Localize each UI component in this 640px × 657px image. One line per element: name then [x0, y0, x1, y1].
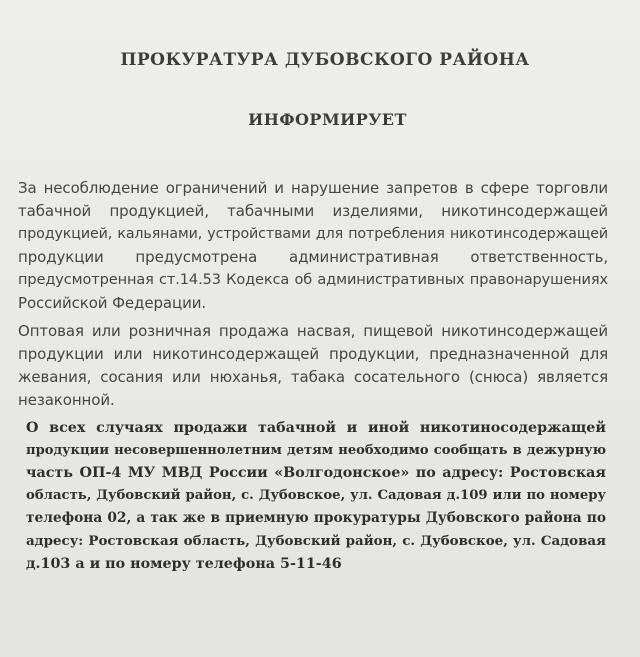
paragraph-line: предусмотренная ст.14.53 Кодекса об административных правонарушениях	[18, 272, 608, 288]
paragraph-line: адресу: Ростовская область, Дубовский район, с. Дубовское, ул. Садовая	[26, 532, 606, 549]
paragraph-line: жевания, сосания или нюханья, табака сосательного (снюса) является	[18, 368, 608, 386]
paragraph-line: О всех случаях продажи табачной и иной никотиносодержащей	[26, 420, 606, 436]
paragraph-line: телефона 02, а так же в приемную прокуратуры Дубовского района по	[26, 510, 606, 527]
paragraph-line: незаконной.	[18, 391, 115, 409]
paragraph-line: область, Дубовский район, с. Дубовское, ул. Садовая д.109 или по номеру	[26, 487, 606, 503]
document-subheading: ИНФОРМИРУЕТ	[248, 110, 407, 129]
paragraph-line: продукции несовершеннолетним детям необходимо сообщать в дежурную	[26, 442, 606, 458]
paragraph-illegal-sales	[18, 320, 608, 412]
paragraph-line: продукции или никотинсодержащей продукции, предназначенной для	[18, 345, 608, 363]
paragraph-line: продукции предусмотрена административная ответственность,	[18, 248, 608, 266]
paragraph-line: За несоблюдение ограничений и нарушение запретов в сфере торговли	[18, 179, 608, 197]
paragraph-line: Оптовая или розничная продажа насвая, пищевой никотинсодержащей	[18, 322, 608, 340]
paragraph-line: Российской Федерации.	[18, 294, 207, 312]
paragraph-line: часть ОП-4 МУ МВД России «Волгодонское» по адресу: Ростовская	[26, 465, 606, 482]
paragraph-penalty-info	[18, 177, 608, 315]
paragraph-line: табачной продукцией, табачными изделиями, никотинсодержащей	[18, 202, 608, 220]
paragraph-report-contacts	[26, 417, 606, 575]
paragraph-line: продукцией, кальянами, устройствами для потребления никотинсодержащей	[18, 226, 608, 242]
paragraph-line: д.103 а и по номеру телефона 5-11-46	[26, 555, 342, 572]
document-heading: ПРОКУРАТУРА ДУБОВСКОГО РАЙОНА	[120, 50, 530, 70]
